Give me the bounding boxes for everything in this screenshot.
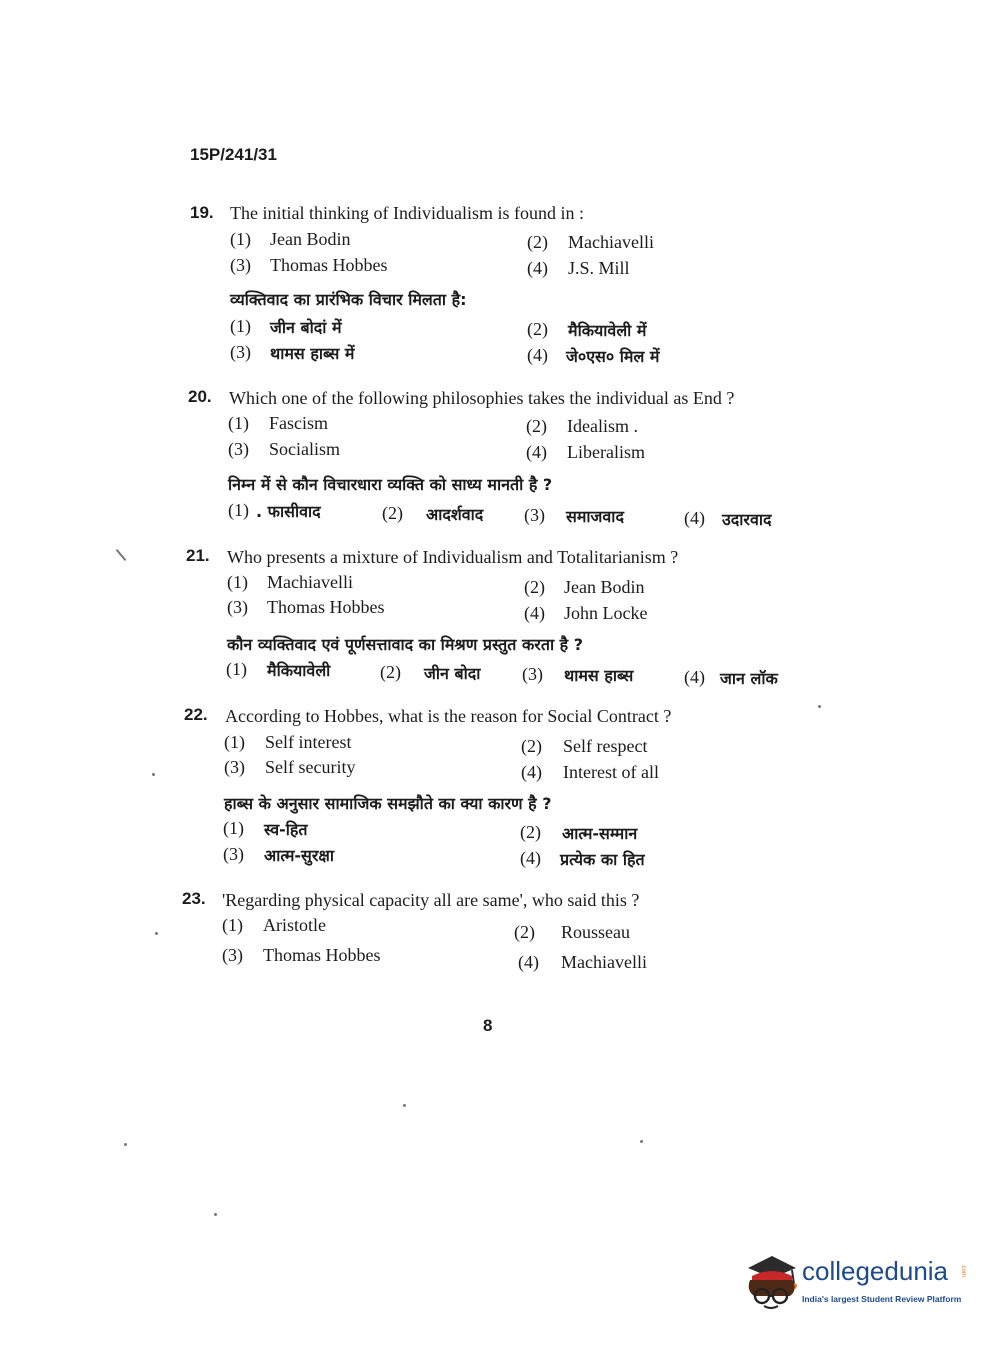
scan-speck <box>116 549 127 561</box>
option-text: Self respect <box>563 736 648 756</box>
option-number: (1) <box>227 572 248 592</box>
option-text-hindi: आत्म-सम्मान <box>562 824 638 843</box>
option-number: (4) <box>684 667 705 687</box>
option-text-hindi: स्व-हित <box>264 820 308 839</box>
paper-code: 15P/241/31 <box>190 145 277 164</box>
question-number: 19. <box>190 203 214 222</box>
option-text-hindi: समाजवाद <box>566 507 624 526</box>
option-text: Machiavelli <box>568 232 654 252</box>
page-number: 8 <box>483 1016 493 1035</box>
question-text-hindi: हाब्स के अनुसार सामाजिक समझौते का क्या कारण है ? <box>224 794 552 813</box>
option-number: (4) <box>520 848 541 868</box>
option-number: (4) <box>521 762 542 782</box>
option-text: Thomas Hobbes <box>267 597 385 617</box>
logo-suffix: .com <box>960 1264 966 1278</box>
option-number: (2) <box>520 822 541 842</box>
scan-speck <box>403 1104 406 1107</box>
option-number: (3) <box>224 757 245 777</box>
option-number: (2) <box>521 736 542 756</box>
option-number: (1) <box>228 500 249 520</box>
option-number: (2) <box>527 319 548 339</box>
question-text: The initial thinking of Individualism is found in : <box>230 203 584 223</box>
question-number: 21. <box>186 546 210 565</box>
option-number: (2) <box>380 662 401 682</box>
option-text: Aristotle <box>263 915 326 935</box>
option-number: (2) <box>527 232 548 252</box>
scan-speck <box>124 1143 127 1146</box>
scan-speck <box>214 1213 217 1216</box>
option-number: (2) <box>524 577 545 597</box>
question-text: 'Regarding physical capacity all are same', who said this ? <box>222 890 640 910</box>
option-number: (1) <box>223 818 244 838</box>
option-text-hindi: प्रत्येक का हित <box>560 850 645 869</box>
option-number: (2) <box>526 416 547 436</box>
option-text-hindi: आत्म-सुरक्षा <box>264 846 335 865</box>
option-text-hindi: जीन बोदां में <box>270 318 342 337</box>
option-number: (3) <box>230 342 251 362</box>
scan-speck <box>640 1140 643 1143</box>
option-number: (4) <box>526 442 547 462</box>
option-number: (4) <box>684 508 705 528</box>
option-number: (3) <box>223 844 244 864</box>
option-text: Socialism <box>269 439 340 459</box>
scan-speck <box>818 705 821 708</box>
scan-speck <box>155 932 158 935</box>
option-text-hindi: . फासीवाद <box>256 502 321 521</box>
option-text-hindi: जीन बोदा <box>424 664 481 683</box>
question-text-hindi: व्यक्तिवाद का प्रारंभिक विचार मिलता है: <box>230 290 467 309</box>
option-text: Jean Bodin <box>270 229 351 249</box>
option-number: (1) <box>222 915 243 935</box>
option-number: (3) <box>228 439 249 459</box>
option-number: (2) <box>514 922 535 942</box>
option-number: (4) <box>527 345 548 365</box>
option-number: (4) <box>524 603 545 623</box>
question-number: 22. <box>184 705 208 724</box>
option-text: Liberalism <box>567 442 645 462</box>
option-text-hindi: मैकियावेली <box>267 661 331 680</box>
question-text: Who presents a mixture of Individualism and Totalitarianism ? <box>227 547 679 567</box>
option-number: (4) <box>518 952 539 972</box>
option-number: (1) <box>228 413 249 433</box>
logo-brand-text: collegedunia <box>802 1256 949 1286</box>
option-number: (1) <box>230 316 251 336</box>
option-text: Machiavelli <box>561 952 647 972</box>
option-text-hindi: मैकियावेली में <box>568 321 647 340</box>
option-text: Jean Bodin <box>564 577 645 597</box>
option-text-hindi: जे०एस० मिल में <box>566 347 660 366</box>
scan-speck <box>152 773 155 776</box>
collegedunia-logo <box>742 1250 972 1315</box>
mascot-icon <box>742 1250 800 1314</box>
logo-tagline: India's largest Student Review Platform <box>802 1294 962 1304</box>
option-text: Fascism <box>269 413 329 433</box>
option-number: (1) <box>224 732 245 752</box>
option-text-hindi: जान लॉक <box>720 669 778 688</box>
option-text-hindi: थामस हाब्स में <box>270 344 355 363</box>
option-text-hindi: उदारवाद <box>722 510 772 529</box>
option-text: Self interest <box>265 732 352 752</box>
option-text: Machiavelli <box>267 572 353 592</box>
option-number: (3) <box>222 945 243 965</box>
option-number: (2) <box>382 503 403 523</box>
option-text: Thomas Hobbes <box>270 255 388 275</box>
question-number: 20. <box>188 387 212 406</box>
question-text: Which one of the following philosophies takes the individual as End ? <box>229 388 735 408</box>
question-text-hindi: निम्न में से कौन विचारधारा व्यक्ति को साध्य मानती है ? <box>228 475 553 494</box>
option-text: J.S. Mill <box>568 258 630 278</box>
question-text-hindi: कौन व्यक्तिवाद एवं पूर्णसत्तावाद का मिश्रण प्रस्तुत करता है ? <box>227 635 584 654</box>
option-text: John Locke <box>564 603 648 623</box>
option-text: Interest of all <box>563 762 659 782</box>
option-text: Idealism . <box>567 416 638 436</box>
option-number: (1) <box>230 229 251 249</box>
question-text: According to Hobbes, what is the reason for Social Contract ? <box>225 706 672 726</box>
option-number: (1) <box>226 659 247 679</box>
option-text: Self security <box>265 757 356 777</box>
option-text-hindi: आदर्शवाद <box>426 505 484 524</box>
option-number: (3) <box>230 255 251 275</box>
option-number: (3) <box>524 505 545 525</box>
option-text: Rousseau <box>561 922 630 942</box>
option-number: (4) <box>527 258 548 278</box>
question-number: 23. <box>182 889 206 908</box>
option-text: Thomas Hobbes <box>263 945 381 965</box>
option-text-hindi: थामस हाब्स <box>564 666 634 685</box>
option-number: (3) <box>522 664 543 684</box>
option-number: (3) <box>227 597 248 617</box>
